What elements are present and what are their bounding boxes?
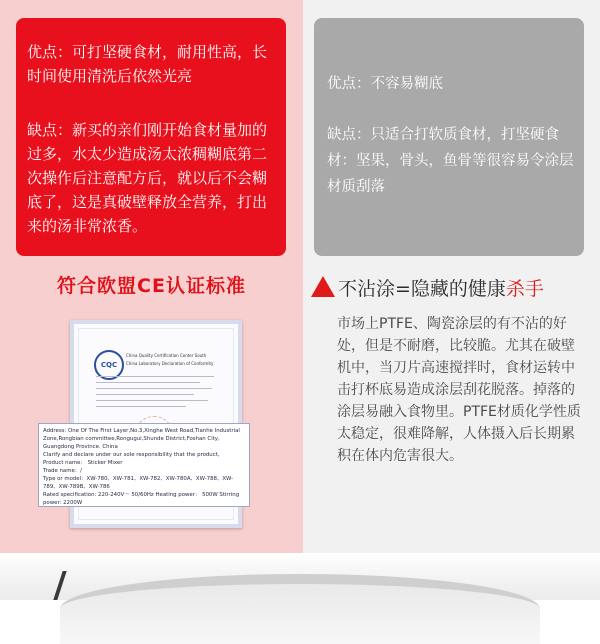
certificate-heading: China Quality Certification Center South	[126, 353, 207, 358]
certificate-model: Type or model：XW-780、XW-781、XW-782、XW-780A、XW-788、XW-789、XW-789B、XW-786	[43, 476, 234, 490]
stainless-pros-text: 优点：可打坚硬食材，耐用性高，长时间使用清洗后依然光亮	[27, 43, 268, 85]
certificate-text-line	[96, 382, 200, 383]
coating-warning-body: 市场上PTFE、陶瓷涂层的有不沾的好处，但是不耐磨，比较脆。尤其在破壁机中，当刀片高速搅拌时，食材运转中击打杯底易造成涂层刮花脱落。掉落的涂层易融入食物里。PTFE材质化学性质太稳定，很难降解，人体摄入后长期累积在体内危害很大。	[337, 316, 581, 464]
warning-title-accent: 杀手	[505, 278, 544, 300]
warning-title	[311, 274, 596, 302]
certificate-text-line	[96, 406, 186, 407]
warning-triangle-icon	[311, 276, 335, 297]
cqc-logo-icon: CQC	[94, 350, 124, 380]
certificate-address: Address: One Of The First Layer,No.3,Xinghe West Road,Tianhe Industrial Zone,Rongbian committee,Rongugui,Shunde District,Foshan City, Guangdong Province. China	[43, 428, 240, 450]
certificate-trade-name: Trade name：/	[43, 468, 82, 474]
certificate-rated-spec: Rated specification: 220-240V～ 50/60Hz Heating power： 500W Stirring power: 2200W	[43, 492, 240, 506]
certificate-text-line	[96, 388, 212, 389]
coating-cons-text: 缺点：只适合打软质食材，打坚硬食材：坚果，骨头，鱼骨等很容易令涂层材质刮落	[327, 127, 574, 195]
warning-title-main: 不沾涂=隐藏的健康	[338, 278, 506, 300]
certificate-clarify: Clarify and declare under our sole responsibility that the product,	[43, 452, 220, 458]
certificate-text-line	[96, 376, 214, 377]
ce-certification-title: 符合欧盟CE认证标准	[57, 275, 246, 297]
stainless-cons-text: 缺点：新买的亲们刚开始食材量加的过多，水太少造成汤太浓稠糊底第二次操作后注意配方后，就以后不会糊底了，这是真破壁释放全营养，打出来的汤非常浓香。	[27, 121, 268, 235]
certificate-subheading: China Laboratory Declaration of Conformity	[126, 361, 214, 366]
certificate-detail-box	[38, 423, 250, 507]
certificate-product-name: Product name： Sticker Mixer	[43, 460, 123, 466]
coating-pros-text: 优点：不容易糊底	[327, 76, 443, 92]
product-photo-arc	[60, 574, 540, 644]
certificate-text-line	[96, 394, 194, 395]
certificate-text-line	[96, 400, 208, 401]
